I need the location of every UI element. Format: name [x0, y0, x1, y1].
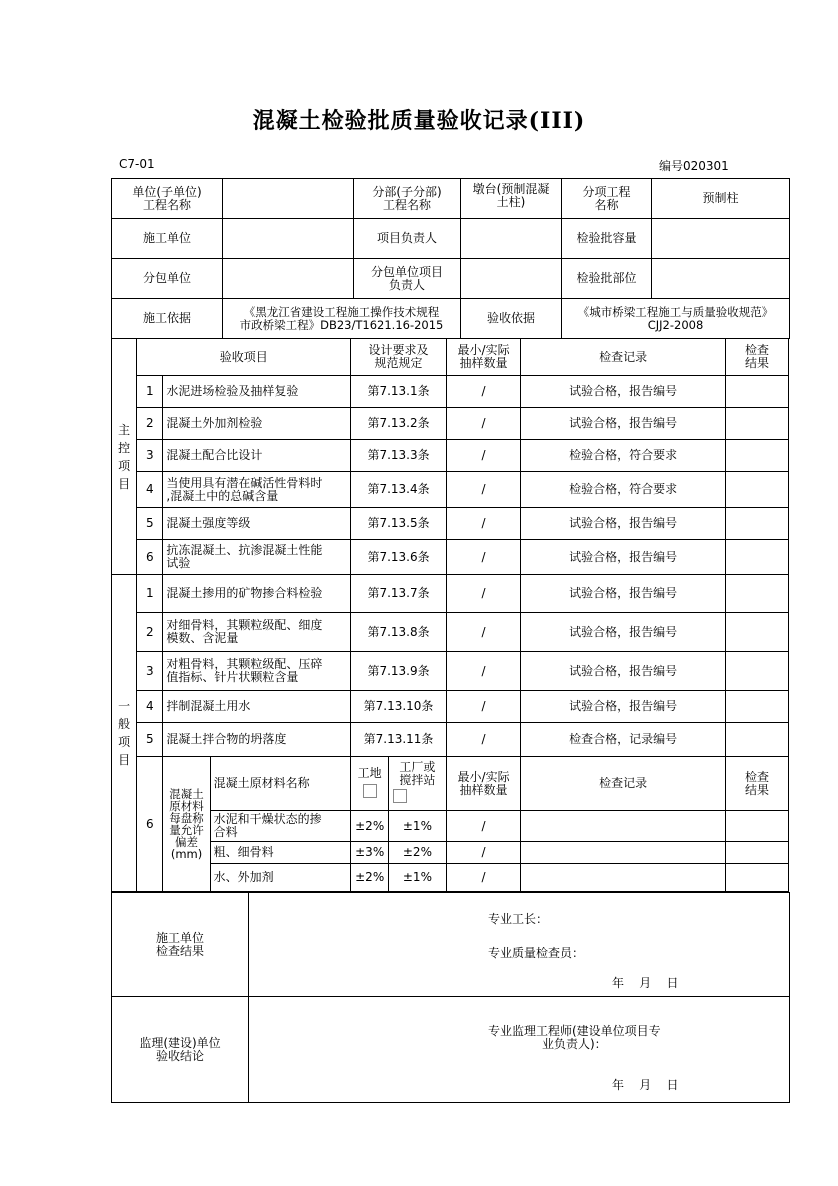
material-header: 混凝土原材料名称: [210, 757, 351, 811]
accept-basis-value: 《城市桥梁工程施工与质量验收规范》 CJJ2-2008: [562, 299, 790, 339]
table-row: [112, 691, 789, 723]
item-result[interactable]: [725, 613, 788, 652]
item-sample[interactable]: /: [446, 376, 521, 408]
unit-name-label: 单位(子单位) 工程名称: [112, 179, 223, 219]
item-sample[interactable]: /: [446, 691, 521, 723]
signature-table: [111, 892, 790, 1103]
item-clause: 第7.13.9条: [351, 652, 447, 691]
weighing-label: 混凝土 原材料 每盘称 量允许 偏差 (mm): [163, 757, 210, 892]
plant-tolerance: ±2%: [389, 842, 447, 864]
weighing-result-header: 检查 结果: [725, 757, 788, 811]
unit-name-value[interactable]: [223, 179, 354, 219]
plant-tolerance: ±1%: [389, 811, 447, 842]
plant-header-label: 工厂或 搅拌站: [399, 760, 436, 787]
project-manager-label: 项目负责人: [354, 219, 461, 259]
col-result-header: 检查 结果: [725, 339, 788, 376]
site-header: [351, 757, 389, 811]
item-number: 2: [137, 408, 163, 440]
item-record[interactable]: 试验合格，报告编号: [521, 575, 726, 613]
item-name: 当使用具有潜在碱活性骨料时 ,混凝土中的总碱含量: [163, 472, 351, 508]
sub-project-value[interactable]: 墩台(预制混凝 土柱): [461, 179, 562, 219]
item-result[interactable]: [725, 723, 788, 757]
site-tolerance: ±3%: [351, 842, 389, 864]
site-checkbox[interactable]: [363, 784, 377, 798]
project-manager-value[interactable]: [461, 219, 562, 259]
sub-project-label: 分部(子分部) 工程名称: [354, 179, 461, 219]
item-sample[interactable]: /: [446, 508, 521, 540]
header-table: [111, 178, 790, 339]
table-row: [112, 339, 789, 376]
batch-location-label: 检验批部位: [562, 259, 652, 299]
item-result[interactable]: [725, 575, 788, 613]
table-row: [112, 757, 789, 811]
col-sample-header: 最小/实际 抽样数量: [446, 339, 521, 376]
weighing-sample[interactable]: /: [446, 842, 521, 864]
item-record[interactable]: 试验合格，报告编号: [521, 652, 726, 691]
item-clause: 第7.13.3条: [351, 440, 447, 472]
weighing-sample[interactable]: /: [446, 864, 521, 892]
item-sample[interactable]: /: [446, 540, 521, 575]
item-name: 混凝土外加剂检验: [163, 408, 351, 440]
table-row: [112, 376, 789, 408]
item-name: 水泥进场检验及抽样复验: [163, 376, 351, 408]
supervision-date: 年 月 日: [612, 1078, 679, 1092]
item-record[interactable]: 试验合格，报告编号: [521, 508, 726, 540]
item-record[interactable]: 检验合格，符合要求: [521, 472, 726, 508]
supervision-label: 监理(建设)单位 验收结论: [112, 997, 249, 1103]
item-clause: 第7.13.4条: [351, 472, 447, 508]
construction-check-label: 施工单位 检查结果: [112, 893, 249, 997]
item-sample[interactable]: /: [446, 723, 521, 757]
table-row: [112, 575, 789, 613]
weighing-record[interactable]: [521, 842, 726, 864]
item-sample[interactable]: /: [446, 408, 521, 440]
item-number: 1: [137, 376, 163, 408]
quality-inspector-label: 专业质量检查员：: [488, 946, 585, 960]
table-row: [112, 652, 789, 691]
supervision-area[interactable]: [249, 997, 790, 1103]
item-record[interactable]: 检查合格，记录编号: [521, 723, 726, 757]
table-row: [112, 440, 789, 472]
construction-unit-value[interactable]: [223, 219, 354, 259]
item-record[interactable]: 检验合格，符合要求: [521, 440, 726, 472]
basis-label: 施工依据: [112, 299, 223, 339]
item-project-value[interactable]: 预制柱: [652, 179, 790, 219]
general-group-label: 一 般 项 目: [112, 575, 137, 892]
item-number: 3: [137, 440, 163, 472]
basis-value: 《黑龙江省建设工程施工操作技术规程 市政桥梁工程》DB23/T1621.16-2015: [223, 299, 461, 339]
col-design-header: 设计要求及 规范规定: [351, 339, 447, 376]
accept-basis-label: 验收依据: [461, 299, 562, 339]
item-sample[interactable]: /: [446, 472, 521, 508]
item-result[interactable]: [725, 408, 788, 440]
item-clause: 第7.13.2条: [351, 408, 447, 440]
item-record[interactable]: 试验合格，报告编号: [521, 408, 726, 440]
item-sample[interactable]: /: [446, 575, 521, 613]
item-number: 6: [137, 757, 163, 892]
sub-contractor-value[interactable]: [223, 259, 354, 299]
table-row: [112, 864, 789, 892]
site-tolerance: ±2%: [351, 864, 389, 892]
table-row: [112, 811, 789, 842]
batch-capacity-value[interactable]: [652, 219, 790, 259]
sub-manager-value[interactable]: [461, 259, 562, 299]
item-record[interactable]: 试验合格，报告编号: [521, 613, 726, 652]
site-tolerance: ±2%: [351, 811, 389, 842]
item-name: 混凝土拌合物的坍落度: [163, 723, 351, 757]
batch-capacity-label: 检验批容量: [562, 219, 652, 259]
form-number: 编号020301: [659, 159, 729, 173]
item-name: 混凝土掺用的矿物掺合料检验: [163, 575, 351, 613]
item-record[interactable]: 试验合格，报告编号: [521, 691, 726, 723]
item-name: 抗冻混凝土、抗渗混凝土性能 试验: [163, 540, 351, 575]
item-record[interactable]: 试验合格，报告编号: [521, 376, 726, 408]
weighing-result[interactable]: [725, 811, 788, 842]
item-result[interactable]: [725, 508, 788, 540]
weighing-record-header: 检查记录: [521, 757, 726, 811]
item-number: 2: [137, 613, 163, 652]
weighing-record[interactable]: [521, 811, 726, 842]
table-row: [112, 472, 789, 508]
item-result[interactable]: [725, 652, 788, 691]
table-row: [112, 508, 789, 540]
item-name: 混凝土强度等级: [163, 508, 351, 540]
col-item-header: 验收项目: [137, 339, 351, 376]
material-name: 水泥和干燥状态的掺 合料: [210, 811, 351, 842]
plant-checkbox[interactable]: [393, 789, 407, 803]
item-clause: 第7.13.1条: [351, 376, 447, 408]
item-number: 4: [137, 472, 163, 508]
main-group-label: 主 控 项 目: [112, 339, 137, 575]
item-clause: 第7.13.11条: [351, 723, 447, 757]
item-result[interactable]: [725, 376, 788, 408]
weighing-record[interactable]: [521, 864, 726, 892]
item-number: 5: [137, 723, 163, 757]
table-row: [112, 408, 789, 440]
item-result[interactable]: [725, 540, 788, 575]
item-clause: 第7.13.10条: [351, 691, 447, 723]
item-record[interactable]: 试验合格，报告编号: [521, 540, 726, 575]
table-row: [112, 723, 789, 757]
item-clause: 第7.13.7条: [351, 575, 447, 613]
weighing-result[interactable]: [725, 842, 788, 864]
item-project-label: 分项工程 名称: [562, 179, 652, 219]
form-code: C7-01: [119, 157, 155, 171]
item-sample[interactable]: /: [446, 440, 521, 472]
table-row: [112, 540, 789, 575]
page-title: 混凝土检验批质量验收记录(III): [252, 108, 586, 134]
material-name: 粗、细骨料: [210, 842, 351, 864]
plant-tolerance: ±1%: [389, 864, 447, 892]
foreman-label: 专业工长：: [488, 912, 549, 926]
material-name: 水、外加剂: [210, 864, 351, 892]
table-row: [112, 842, 789, 864]
item-name: 对粗骨料，其颗粒级配、压碎 值指标、针片状颗粒含量: [163, 652, 351, 691]
inspection-table: [111, 338, 789, 892]
plant-header: [389, 757, 447, 811]
item-result[interactable]: [725, 691, 788, 723]
item-name: 混凝土配合比设计: [163, 440, 351, 472]
item-number: 5: [137, 508, 163, 540]
item-clause: 第7.13.6条: [351, 540, 447, 575]
item-name: 拌制混凝土用水: [163, 691, 351, 723]
item-sample[interactable]: /: [446, 652, 521, 691]
supervising-engineer-label: 专业监理工程师(建设单位项目专 业负责人)：: [488, 1024, 661, 1051]
item-number: 3: [137, 652, 163, 691]
construction-unit-label: 施工单位: [112, 219, 223, 259]
item-number: 1: [137, 575, 163, 613]
construction-date: 年 月 日: [612, 976, 679, 990]
weighing-sample[interactable]: /: [446, 811, 521, 842]
site-header-label: 工地: [357, 765, 382, 780]
table-row: [112, 613, 789, 652]
item-result[interactable]: [725, 472, 788, 508]
sub-manager-label: 分包单位项目 负责人: [354, 259, 461, 299]
item-clause: 第7.13.8条: [351, 613, 447, 652]
col-record-header: 检查记录: [521, 339, 726, 376]
item-number: 4: [137, 691, 163, 723]
weighing-result[interactable]: [725, 864, 788, 892]
item-name: 对细骨料，其颗粒级配、细度 模数、含泥量: [163, 613, 351, 652]
construction-check-area[interactable]: [249, 893, 790, 997]
sub-contractor-label: 分包单位: [112, 259, 223, 299]
item-sample[interactable]: /: [446, 613, 521, 652]
batch-location-value[interactable]: [652, 259, 790, 299]
item-result[interactable]: [725, 440, 788, 472]
item-clause: 第7.13.5条: [351, 508, 447, 540]
item-number: 6: [137, 540, 163, 575]
weighing-sample-header: 最小/实际 抽样数量: [446, 757, 521, 811]
